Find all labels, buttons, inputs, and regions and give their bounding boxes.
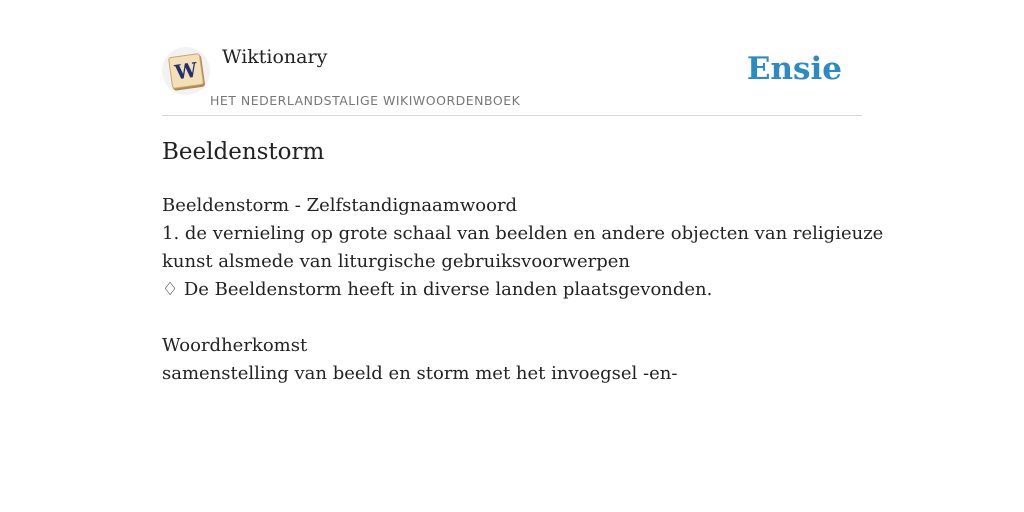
site-name[interactable]: Wiktionary — [222, 46, 328, 68]
word-class-line: Beeldenstorm - Zelfstandignaamwoord — [162, 195, 518, 216]
definition-line-1: 1. de vernieling op grote schaal van beelden en andere objecten van religieuze — [162, 223, 884, 244]
spacer — [162, 304, 862, 332]
header — [162, 0, 862, 116]
etymology-text: samenstelling van beeld en storm met het invoegsel -en- — [162, 363, 678, 384]
wiktionary-logo-icon[interactable] — [162, 47, 210, 95]
ensie-brand-link[interactable]: Ensie — [746, 51, 842, 87]
definition-line-2: kunst alsmede van liturgische gebruiksvoorwerpen — [162, 251, 631, 272]
logo-tile: W — [168, 53, 204, 89]
etymology-heading: Woordherkomst — [162, 335, 308, 356]
example-sentence: ♢ De Beeldenstorm heeft in diverse landen plaatsgevonden. — [162, 279, 713, 300]
page — [162, 0, 884, 512]
page-title: Beeldenstorm — [162, 139, 325, 165]
article-content — [162, 192, 884, 388]
site-tagline: HET NEDERLANDSTALIGE WIKIWOORDENBOEK — [210, 93, 521, 108]
